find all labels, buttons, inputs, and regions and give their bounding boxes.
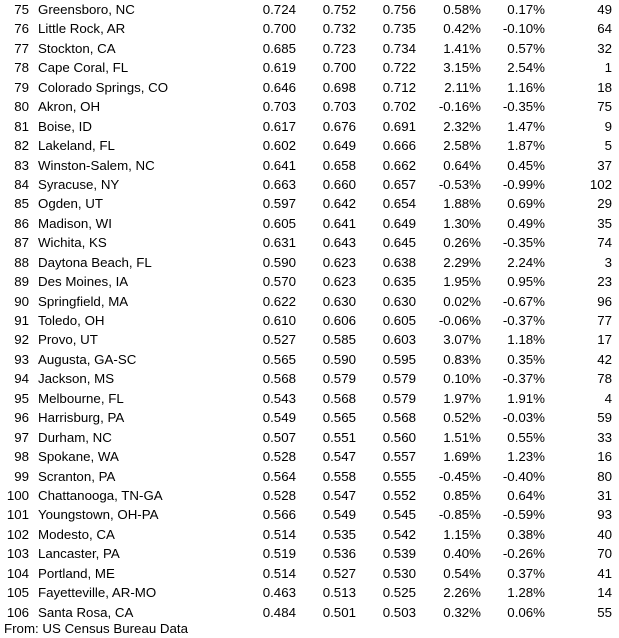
value-cell-1: 0.631: [262, 235, 296, 251]
rank-cell: 101: [6, 507, 29, 523]
value-cell-3: 0.702: [382, 99, 416, 115]
table-row: [0, 97, 619, 116]
city-cell: Toledo, OH: [38, 313, 105, 328]
rank-cell: 95: [14, 390, 29, 406]
value-cell-1: 0.602: [262, 138, 296, 154]
rank-cell: 106: [6, 604, 29, 620]
value-cell-1: 0.617: [262, 118, 296, 134]
rank-cell: 84: [14, 176, 29, 192]
percent-change-cell-1: 0.02%: [443, 293, 481, 309]
percent-change-cell-1: 2.11%: [444, 79, 481, 95]
rank-cell: 88: [14, 254, 29, 270]
city-cell: Augusta, GA-SC: [38, 351, 137, 367]
count-cell: 29: [597, 196, 612, 212]
percent-change-cell-2: -0.37%: [502, 313, 545, 328]
table-row: [0, 350, 619, 369]
city-cell: Madison, WI: [38, 215, 112, 231]
value-cell-2: 0.643: [322, 235, 356, 251]
percent-change-cell-2: -0.40%: [502, 468, 545, 484]
rank-cell: 90: [14, 293, 29, 309]
table-row: [0, 136, 619, 155]
percent-change-cell-1: 0.83%: [443, 351, 481, 367]
value-cell-3: 0.545: [382, 507, 416, 523]
value-cell-1: 0.641: [262, 157, 296, 173]
value-cell-2: 0.732: [322, 21, 356, 37]
value-cell-3: 0.666: [382, 138, 416, 154]
city-cell: Durham, NC: [38, 429, 112, 445]
value-cell-2: 0.568: [322, 390, 356, 406]
percent-change-cell-2: 1.91%: [507, 390, 545, 406]
table-row: [0, 525, 619, 544]
percent-change-cell-1: 1.41%: [443, 40, 481, 56]
rank-cell: 86: [14, 215, 29, 231]
value-cell-2: 0.535: [322, 526, 356, 542]
table-row: [0, 233, 619, 252]
value-cell-2: 0.752: [322, 2, 356, 17]
table-row: [0, 564, 619, 583]
percent-change-cell-2: -0.10%: [502, 21, 545, 37]
table-row: [0, 117, 619, 136]
count-cell: 37: [597, 157, 612, 173]
value-cell-2: 0.549: [322, 507, 356, 523]
percent-change-cell-1: 0.26%: [443, 235, 481, 251]
percent-change-cell-2: 1.23%: [507, 449, 545, 465]
value-cell-1: 0.514: [262, 526, 296, 542]
city-cell: Daytona Beach, FL: [38, 254, 152, 270]
table-row: [0, 272, 619, 291]
value-cell-3: 0.657: [382, 176, 416, 192]
table-row: [0, 369, 619, 388]
value-cell-3: 0.638: [382, 254, 416, 270]
table-row: [0, 194, 619, 213]
value-cell-1: 0.549: [262, 410, 296, 426]
percent-change-cell-1: 0.10%: [443, 371, 481, 387]
value-cell-3: 0.530: [382, 565, 416, 581]
table-row: [0, 389, 619, 408]
percent-change-cell-1: 0.32%: [443, 604, 481, 620]
table-row: [0, 292, 619, 311]
value-cell-2: 0.623: [322, 254, 356, 270]
value-cell-3: 0.734: [382, 40, 416, 56]
value-cell-1: 0.663: [262, 176, 296, 192]
value-cell-3: 0.579: [382, 390, 416, 406]
percent-change-cell-2: 0.55%: [507, 429, 545, 445]
city-cell: Springfield, MA: [38, 293, 129, 309]
value-cell-1: 0.724: [262, 2, 296, 17]
value-cell-2: 0.501: [322, 604, 356, 620]
percent-change-cell-1: 2.32%: [443, 118, 481, 134]
value-cell-3: 0.568: [382, 410, 416, 426]
value-cell-1: 0.527: [262, 332, 296, 348]
rank-cell: 76: [14, 21, 29, 37]
count-cell: 75: [597, 99, 612, 115]
value-cell-2: 0.660: [322, 176, 356, 192]
rank-cell: 100: [6, 487, 29, 503]
value-cell-3: 0.645: [382, 235, 416, 251]
value-cell-2: 0.698: [322, 79, 356, 95]
count-cell: 17: [597, 332, 612, 348]
percent-change-cell-1: -0.16%: [438, 99, 481, 115]
value-cell-1: 0.703: [262, 99, 296, 115]
rank-cell: 79: [14, 79, 29, 95]
percent-change-cell-1: 0.42%: [443, 21, 481, 37]
city-cell: Jackson, MS: [38, 371, 115, 387]
city-cell: Boise, ID: [38, 118, 92, 134]
value-cell-2: 0.703: [322, 99, 356, 115]
count-cell: 41: [597, 565, 612, 581]
count-cell: 1: [604, 60, 612, 76]
rank-cell: 97: [14, 429, 29, 445]
source-note: From: US Census Bureau Data: [4, 621, 189, 636]
value-cell-2: 0.527: [322, 565, 356, 581]
percent-change-cell-2: -0.37%: [502, 371, 545, 387]
percent-change-cell-1: 2.58%: [443, 138, 481, 154]
percent-change-cell-2: 2.54%: [507, 60, 545, 76]
city-cell: Fayetteville, AR-MO: [38, 585, 157, 601]
percent-change-cell-1: 2.26%: [443, 585, 481, 601]
value-cell-2: 0.590: [322, 351, 356, 367]
count-cell: 31: [597, 487, 612, 503]
value-cell-1: 0.484: [262, 604, 296, 620]
value-cell-2: 0.658: [322, 157, 356, 173]
city-cell: Portland, ME: [38, 565, 115, 581]
rank-cell: 92: [14, 332, 29, 348]
table-row: [0, 253, 619, 272]
count-cell: 35: [597, 215, 612, 231]
rank-cell: 82: [14, 138, 29, 154]
city-cell: Melbourne, FL: [38, 390, 124, 406]
city-cell: Colorado Springs, CO: [38, 79, 169, 95]
city-cell: Provo, UT: [38, 332, 98, 348]
table-row: [0, 156, 619, 175]
percent-change-cell-2: -0.35%: [502, 99, 545, 115]
percent-change-cell-1: 3.15%: [443, 60, 481, 76]
table-row: [0, 330, 619, 349]
percent-change-cell-1: 1.51%: [443, 429, 481, 445]
value-cell-1: 0.570: [262, 274, 296, 290]
city-cell: Wichita, KS: [38, 235, 107, 251]
table-row: [0, 428, 619, 447]
value-cell-3: 0.662: [382, 157, 416, 173]
percent-change-cell-2: 0.49%: [507, 215, 545, 231]
percent-change-cell-1: 0.64%: [443, 157, 481, 173]
percent-change-cell-1: 1.15%: [443, 526, 481, 542]
table-row: [0, 544, 619, 563]
rank-cell: 103: [6, 546, 29, 562]
city-cell: Lakeland, FL: [38, 138, 115, 154]
city-cell: Stockton, CA: [38, 40, 116, 56]
percent-change-cell-2: 1.18%: [507, 332, 545, 348]
count-cell: 42: [597, 351, 612, 367]
value-cell-1: 0.543: [262, 390, 296, 406]
percent-change-cell-1: 1.30%: [443, 215, 481, 231]
percent-change-cell-1: -0.45%: [438, 468, 481, 484]
value-cell-2: 0.676: [322, 118, 356, 134]
percent-change-cell-2: 0.06%: [507, 604, 545, 620]
value-cell-2: 0.700: [322, 60, 356, 76]
value-cell-2: 0.558: [322, 468, 356, 484]
count-cell: 16: [597, 449, 612, 465]
percent-change-cell-2: 1.16%: [507, 79, 545, 95]
table-row: [0, 39, 619, 58]
value-cell-1: 0.565: [262, 351, 296, 367]
rank-cell: 75: [14, 2, 29, 17]
percent-change-cell-1: 1.97%: [443, 390, 481, 406]
percent-change-cell-2: 0.38%: [507, 526, 545, 542]
value-cell-1: 0.564: [262, 468, 296, 484]
value-cell-1: 0.568: [262, 371, 296, 387]
count-cell: 80: [597, 468, 612, 484]
value-cell-3: 0.649: [382, 215, 416, 231]
percent-change-cell-1: 1.88%: [443, 196, 481, 212]
count-cell: 70: [597, 546, 612, 562]
percent-change-cell-2: 1.28%: [507, 585, 545, 601]
count-cell: 102: [589, 176, 612, 192]
percent-change-cell-2: 0.45%: [507, 157, 545, 173]
value-cell-3: 0.691: [382, 118, 416, 134]
percent-change-cell-2: 0.57%: [507, 40, 545, 56]
percent-change-cell-1: 2.29%: [443, 254, 481, 270]
city-cell: Cape Coral, FL: [38, 60, 129, 76]
rank-cell: 105: [6, 585, 29, 601]
table-row: [0, 447, 619, 466]
value-cell-3: 0.603: [382, 332, 416, 348]
percent-change-cell-2: 0.37%: [507, 565, 545, 581]
value-cell-2: 0.585: [322, 332, 356, 348]
rank-cell: 80: [14, 99, 29, 115]
value-cell-1: 0.610: [262, 313, 296, 328]
percent-change-cell-1: 0.85%: [443, 487, 481, 503]
value-cell-1: 0.463: [262, 585, 296, 601]
count-cell: 33: [597, 429, 612, 445]
count-cell: 74: [597, 235, 612, 251]
percent-change-cell-2: 2.24%: [507, 254, 545, 270]
rank-cell: 83: [14, 157, 29, 173]
rank-cell: 85: [14, 196, 29, 212]
rank-cell: 87: [14, 235, 29, 251]
percent-change-cell-1: 1.95%: [443, 274, 481, 290]
count-cell: 55: [597, 604, 612, 620]
table-row: [0, 311, 619, 330]
rank-cell: 96: [14, 410, 29, 426]
value-cell-1: 0.685: [262, 40, 296, 56]
value-cell-3: 0.503: [382, 604, 416, 620]
value-cell-1: 0.597: [262, 196, 296, 212]
table-row: [0, 408, 619, 427]
value-cell-1: 0.619: [262, 60, 296, 76]
city-cell: Modesto, CA: [38, 526, 115, 542]
table-row: [0, 505, 619, 524]
percent-change-cell-2: -0.35%: [502, 235, 545, 251]
count-cell: 78: [597, 371, 612, 387]
value-cell-1: 0.646: [262, 79, 296, 95]
percent-change-cell-1: 3.07%: [443, 332, 481, 348]
table-row: [0, 175, 619, 194]
rank-cell: 104: [6, 565, 29, 581]
count-cell: 5: [604, 138, 612, 154]
count-cell: 18: [597, 79, 612, 95]
count-cell: 9: [604, 118, 612, 134]
percent-change-cell-2: -0.03%: [502, 410, 545, 426]
city-cell: Little Rock, AR: [38, 21, 126, 37]
city-cell: Santa Rosa, CA: [38, 604, 134, 620]
percent-change-cell-1: -0.85%: [438, 507, 481, 523]
value-cell-3: 0.630: [382, 293, 416, 309]
percent-change-cell-2: 0.17%: [507, 2, 545, 17]
value-cell-3: 0.735: [382, 21, 416, 37]
count-cell: 49: [597, 2, 612, 17]
value-cell-3: 0.635: [382, 274, 416, 290]
rank-cell: 102: [6, 526, 29, 542]
value-cell-3: 0.557: [382, 449, 416, 465]
table-row: [0, 214, 619, 233]
city-cell: Lancaster, PA: [38, 546, 120, 562]
count-cell: 40: [597, 526, 612, 542]
rank-cell: 78: [14, 60, 29, 76]
value-cell-2: 0.723: [322, 40, 356, 56]
table-row: [0, 583, 619, 602]
city-cell: Chattanooga, TN-GA: [38, 487, 163, 503]
value-cell-2: 0.513: [322, 585, 356, 601]
value-cell-2: 0.551: [322, 429, 356, 445]
value-cell-1: 0.566: [262, 507, 296, 523]
city-cell: Akron, OH: [38, 99, 101, 115]
percent-change-cell-2: 0.95%: [507, 274, 545, 290]
city-cell: Spokane, WA: [38, 449, 119, 465]
percent-change-cell-2: -0.26%: [502, 546, 545, 562]
value-cell-1: 0.507: [262, 429, 296, 445]
value-cell-3: 0.525: [382, 585, 416, 601]
count-cell: 23: [597, 274, 612, 290]
city-cell: Greensboro, NC: [38, 2, 135, 17]
count-cell: 77: [597, 313, 612, 328]
value-cell-2: 0.606: [322, 313, 356, 328]
rank-cell: 91: [14, 313, 29, 328]
value-cell-1: 0.622: [262, 293, 296, 309]
percent-change-cell-2: 0.64%: [507, 487, 545, 503]
value-cell-2: 0.630: [322, 293, 356, 309]
table-row: [0, 467, 619, 486]
rank-cell: 99: [14, 468, 29, 484]
count-cell: 93: [597, 507, 612, 523]
table-row: [0, 78, 619, 97]
value-cell-2: 0.579: [322, 371, 356, 387]
value-cell-3: 0.579: [382, 371, 416, 387]
value-cell-1: 0.528: [262, 449, 296, 465]
table-row: [0, 19, 619, 38]
percent-change-cell-1: 0.52%: [443, 410, 481, 426]
value-cell-1: 0.514: [262, 565, 296, 581]
value-cell-2: 0.547: [322, 487, 356, 503]
value-cell-2: 0.547: [322, 449, 356, 465]
value-cell-2: 0.623: [322, 274, 356, 290]
table-row: [0, 0, 619, 19]
percent-change-cell-1: -0.06%: [438, 313, 481, 328]
count-cell: 14: [597, 585, 612, 601]
percent-change-cell-2: 0.35%: [507, 351, 545, 367]
value-cell-1: 0.605: [262, 215, 296, 231]
value-cell-1: 0.700: [262, 21, 296, 37]
value-cell-2: 0.649: [322, 138, 356, 154]
city-cell: Youngstown, OH-PA: [38, 507, 159, 523]
value-cell-2: 0.565: [322, 410, 356, 426]
rank-cell: 81: [14, 118, 29, 134]
count-cell: 64: [597, 21, 612, 37]
table-row: [0, 58, 619, 77]
value-cell-3: 0.722: [382, 60, 416, 76]
city-cell: Scranton, PA: [38, 468, 116, 484]
city-cell: Winston-Salem, NC: [38, 157, 155, 173]
value-cell-1: 0.528: [262, 487, 296, 503]
percent-change-cell-1: 0.58%: [443, 2, 481, 17]
percent-change-cell-1: 1.69%: [443, 449, 481, 465]
table-row: [0, 486, 619, 505]
rank-cell: 98: [14, 449, 29, 465]
percent-change-cell-2: -0.67%: [502, 293, 545, 309]
city-cell: Des Moines, IA: [38, 274, 129, 290]
percent-change-cell-2: 0.69%: [507, 196, 545, 212]
rank-cell: 93: [14, 351, 29, 367]
percent-change-cell-2: 1.47%: [507, 118, 545, 134]
percent-change-cell-2: -0.59%: [502, 507, 545, 523]
value-cell-3: 0.555: [382, 468, 416, 484]
value-cell-2: 0.641: [322, 215, 356, 231]
value-cell-1: 0.590: [262, 254, 296, 270]
city-cell: Syracuse, NY: [38, 176, 120, 192]
value-cell-3: 0.712: [382, 79, 416, 95]
value-cell-3: 0.539: [382, 546, 416, 562]
count-cell: 4: [604, 390, 612, 406]
value-cell-3: 0.605: [382, 313, 416, 328]
value-cell-3: 0.756: [382, 2, 416, 17]
city-cell: Harrisburg, PA: [38, 410, 125, 426]
rank-cell: 89: [14, 274, 29, 290]
value-cell-3: 0.595: [382, 351, 416, 367]
rank-cell: 94: [14, 371, 29, 387]
percent-change-cell-1: -0.53%: [438, 176, 481, 192]
value-cell-3: 0.552: [382, 487, 416, 503]
value-cell-3: 0.654: [382, 196, 416, 212]
value-cell-3: 0.542: [382, 526, 416, 542]
count-cell: 32: [597, 40, 612, 56]
percent-change-cell-1: 0.40%: [443, 546, 481, 562]
percent-change-cell-2: -0.99%: [502, 176, 545, 192]
count-cell: 59: [597, 410, 612, 426]
value-cell-1: 0.519: [262, 546, 296, 562]
percent-change-cell-1: 0.54%: [443, 565, 481, 581]
rank-cell: 77: [14, 40, 29, 56]
value-cell-2: 0.536: [322, 546, 356, 562]
city-cell: Ogden, UT: [38, 196, 104, 212]
value-cell-3: 0.560: [382, 429, 416, 445]
count-cell: 96: [597, 293, 612, 309]
percent-change-cell-2: 1.87%: [507, 138, 545, 154]
count-cell: 3: [604, 254, 612, 270]
value-cell-2: 0.642: [322, 196, 356, 212]
